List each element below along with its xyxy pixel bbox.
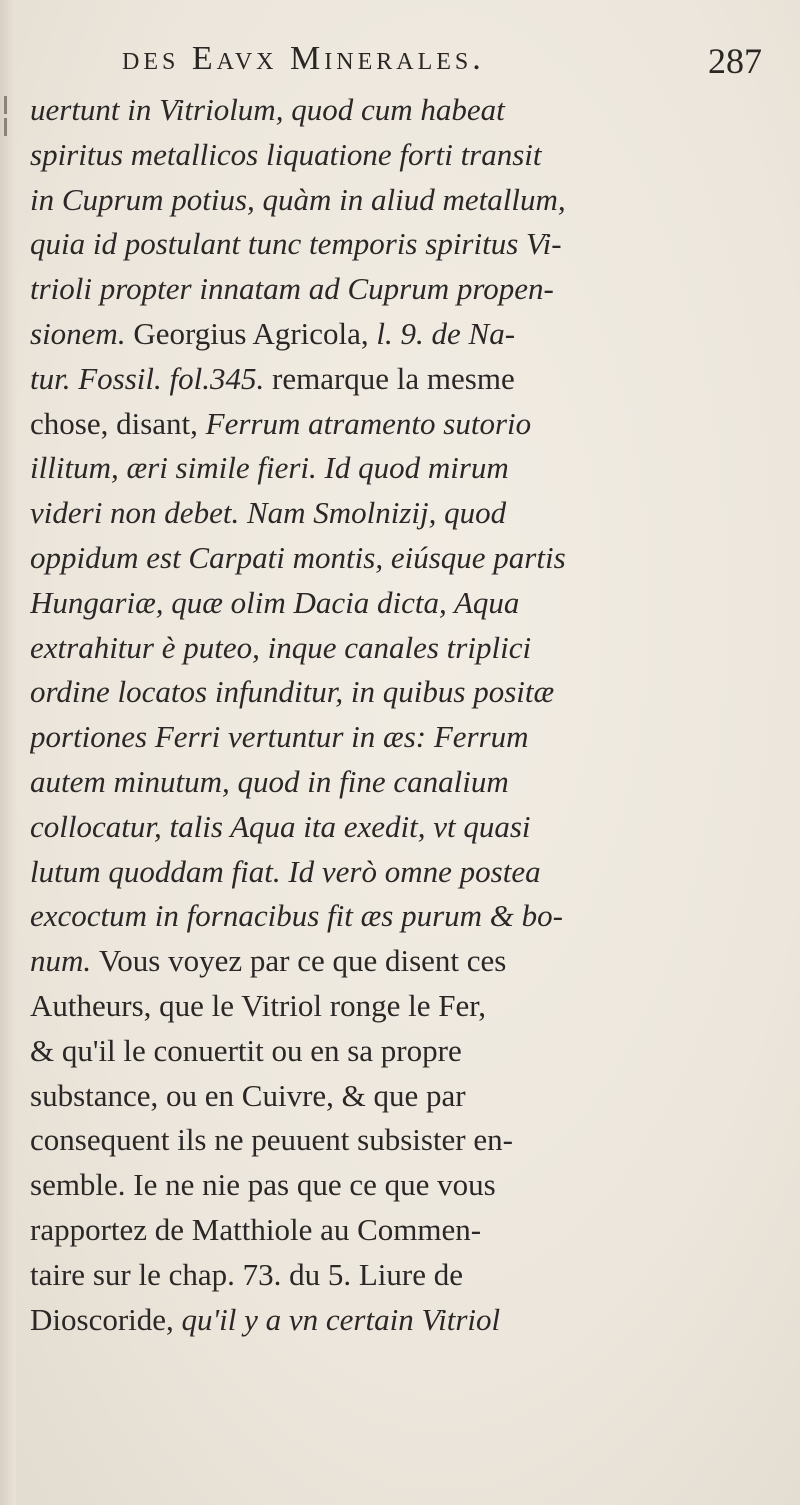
text-line (30, 536, 780, 581)
italic-segment: tur. Fossil. fol.345. (30, 360, 273, 396)
italic-segment: spiritus metallicos liquatione forti transit (30, 136, 542, 172)
running-head (122, 40, 762, 90)
italic-segment: ordine locatos infunditur, in quibus positæ (30, 674, 555, 710)
text-line (30, 850, 780, 895)
text-line (30, 1163, 780, 1208)
text-line (30, 312, 780, 357)
italic-segment: trioli propter innatam ad Cuprum propen- (30, 271, 554, 307)
italic-segment: quia id postulant tunc temporis spiritus Vi- (30, 226, 562, 262)
roman-segment: Dioscoride, (30, 1301, 182, 1337)
body-text (30, 88, 780, 1342)
italic-segment: num. (30, 943, 99, 979)
roman-segment: Vous voyez par ce que disent ces (98, 943, 507, 979)
text-line (30, 984, 780, 1029)
italic-segment: Ferrum atramento sutorio (205, 405, 532, 441)
running-title: des Eavx Minerales. (122, 40, 485, 77)
italic-segment: oppidum est Carpati montis, eiúsque partis (30, 539, 566, 575)
text-line (30, 88, 780, 133)
italic-segment: lutum quoddam fiat. Id verò omne postea (30, 853, 541, 889)
italic-segment: in Cuprum potius, quàm in aliud metallum, (30, 181, 566, 217)
italic-segment: extrahitur è puteo, inque canales triplici (30, 629, 532, 665)
roman-segment: & qu'il le conuertit ou en sa propre (30, 1032, 462, 1068)
text-line (30, 894, 780, 939)
roman-segment: chose, disant, (30, 405, 206, 441)
page-number: 287 (708, 41, 762, 81)
margin-mark (4, 118, 7, 136)
roman-segment: taire sur le chap. 73. du 5. Liure de (30, 1256, 463, 1292)
text-line (30, 760, 780, 805)
roman-segment: rapportez de Matthiole au Commen- (30, 1211, 482, 1247)
roman-segment: consequent ils ne peuuent subsister en- (30, 1122, 513, 1158)
text-line (30, 1029, 780, 1074)
italic-segment: sionem. (30, 315, 134, 351)
italic-segment: Hungariæ, quæ olim Dacia dicta, Aqua (30, 584, 520, 620)
italic-segment: l. 9. de Na- (376, 315, 516, 351)
text-line (30, 1118, 780, 1163)
roman-segment: Georgius Agricola, (133, 315, 377, 351)
text-line (30, 1208, 780, 1253)
italic-segment: autem minutum, quod in fine canalium (30, 763, 509, 799)
text-line (30, 805, 780, 850)
italic-segment: portiones Ferri vertuntur in æs: Ferrum (30, 719, 529, 755)
text-line (30, 1253, 780, 1298)
text-line (30, 357, 780, 402)
text-line (30, 178, 780, 223)
roman-segment: remarque la mesme (272, 360, 515, 396)
text-line (30, 133, 780, 178)
italic-segment: qu'il y a vn certain Vitriol (181, 1301, 501, 1337)
page-gutter-shadow (0, 0, 16, 1505)
roman-segment: Autheurs, que le Vitriol ronge le Fer, (30, 987, 487, 1023)
text-line (30, 267, 780, 312)
roman-segment: semble. Ie ne nie pas que ce que vous (30, 1167, 496, 1203)
italic-segment: illitum, æri simile fieri. Id quod mirum (30, 450, 509, 486)
text-line (30, 581, 780, 626)
text-line (30, 446, 780, 491)
text-line (30, 670, 780, 715)
italic-segment: uertunt in Vitriolum, quod cum habeat (30, 92, 505, 127)
italic-segment: excoctum in fornacibus fit æs purum & bo- (30, 898, 563, 934)
text-line (30, 1298, 780, 1343)
text-line (30, 1074, 780, 1119)
italic-segment: collocatur, talis Aqua ita exedit, vt quasi (30, 808, 531, 844)
text-line (30, 715, 780, 760)
roman-segment: substance, ou en Cuivre, & que par (30, 1077, 466, 1113)
text-line (30, 626, 780, 671)
italic-segment: videri non debet. Nam Smolnizij, quod (30, 495, 507, 531)
margin-mark (4, 96, 7, 114)
text-line (30, 222, 780, 267)
text-line (30, 491, 780, 536)
text-line (30, 939, 780, 984)
text-line (30, 402, 780, 447)
